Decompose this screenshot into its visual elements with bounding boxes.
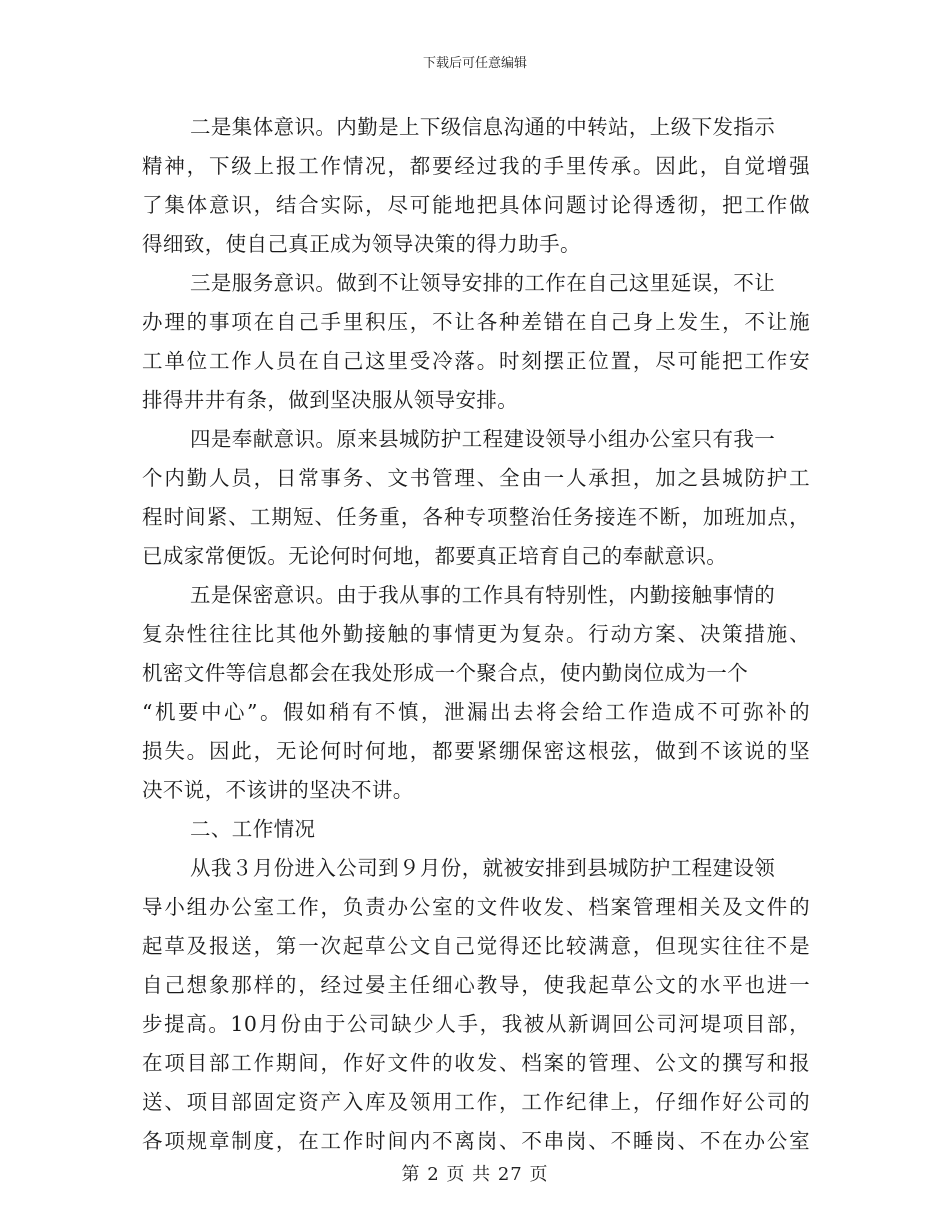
text-line: 复杂性往往比其他外勤接触的事情更为复杂。行动方案、决策措施、 bbox=[142, 622, 810, 646]
text-line: 程时间紧、工期短、任务重，各种专项整治任务接连不断，加班加点， bbox=[142, 505, 810, 529]
text-line: 各项规章制度，在工作时间内不离岗、不串岗、不睡岗、不在办公室 bbox=[142, 1129, 810, 1153]
text-line: 已成家常便饭。无论何时何地，都要真正培育自己的奉献意识。 bbox=[142, 544, 728, 568]
text-line: 三是服务意识。做到不让领导安排的工作在自己这里延误，不让 bbox=[190, 271, 776, 295]
text-line: 损失。因此，无论何时何地，都要紧绷保密这根弦，做到不该说的坚 bbox=[142, 739, 810, 763]
text-line: 精神，下级上报工作情况，都要经过我的手里传承。因此，自觉增强 bbox=[142, 154, 810, 178]
text-line: 排得井井有条，做到坚决服从领导安排。 bbox=[142, 388, 519, 412]
text-line: 了集体意识，结合实际，尽可能地把具体问题讨论得透彻，把工作做 bbox=[142, 193, 810, 217]
page-footer: 第 2 页 共 27 页 bbox=[401, 1164, 549, 1185]
text-line: 五是保密意识。由于我从事的工作具有特别性，内勤接触事情的 bbox=[190, 583, 776, 607]
text-line: 机密文件等信息都会在我处形成一个聚合点，使内勤岗位成为一个 bbox=[142, 661, 749, 685]
text-line: 办理的事项在自己手里积压，不让各种差错在自己身上发生，不让施 bbox=[142, 310, 810, 334]
document-body bbox=[142, 108, 810, 1161]
text-line: 个内勤人员，日常事务、文书管理、全由一人承担，加之县城防护工 bbox=[142, 466, 810, 490]
page-header: 下载后可任意编辑 bbox=[422, 56, 527, 71]
text-line: 二是集体意识。内勤是上下级信息沟通的中转站，上级下发指示 bbox=[190, 115, 776, 139]
text-line: 在项目部工作期间，作好文件的收发、档案的管理、公文的撰写和报 bbox=[142, 1051, 810, 1075]
text-line: 从我３月份进入公司到９月份，就被安排到县城防护工程建设领 bbox=[190, 856, 776, 880]
text-line: 起草及报送，第一次起草公文自己觉得还比较满意，但现实往往不是 bbox=[142, 934, 810, 958]
text-line: “机要中心”。假如稍有不慎，泄漏出去将会给工作造成不可弥补的 bbox=[142, 700, 810, 724]
text-line: 四是奉献意识。原来县城防护工程建设领导小组办公室只有我一 bbox=[190, 427, 776, 451]
text-line: 送、项目部固定资产入库及领用工作，工作纪律上，仔细作好公司的 bbox=[142, 1090, 810, 1114]
text-line: 导小组办公室工作，负责办公室的文件收发、档案管理相关及文件的 bbox=[142, 895, 810, 919]
text-line: 得细致，使自己真正成为领导决策的得力助手。 bbox=[142, 232, 581, 256]
text-line: 决不说，不该讲的坚决不讲。 bbox=[142, 778, 414, 802]
section-heading: 二、工作情况 bbox=[190, 817, 316, 841]
text-line: 工单位工作人员在自己这里受冷落。时刻摆正位置，尽可能把工作安 bbox=[142, 349, 810, 373]
text-line: 步提高。10月份由于公司缺少人手，我被从新调回公司河堤项目部， bbox=[142, 1012, 810, 1036]
text-line: 自己想象那样的，经过晏主任细心教导，使我起草公文的水平也进一 bbox=[142, 973, 810, 997]
